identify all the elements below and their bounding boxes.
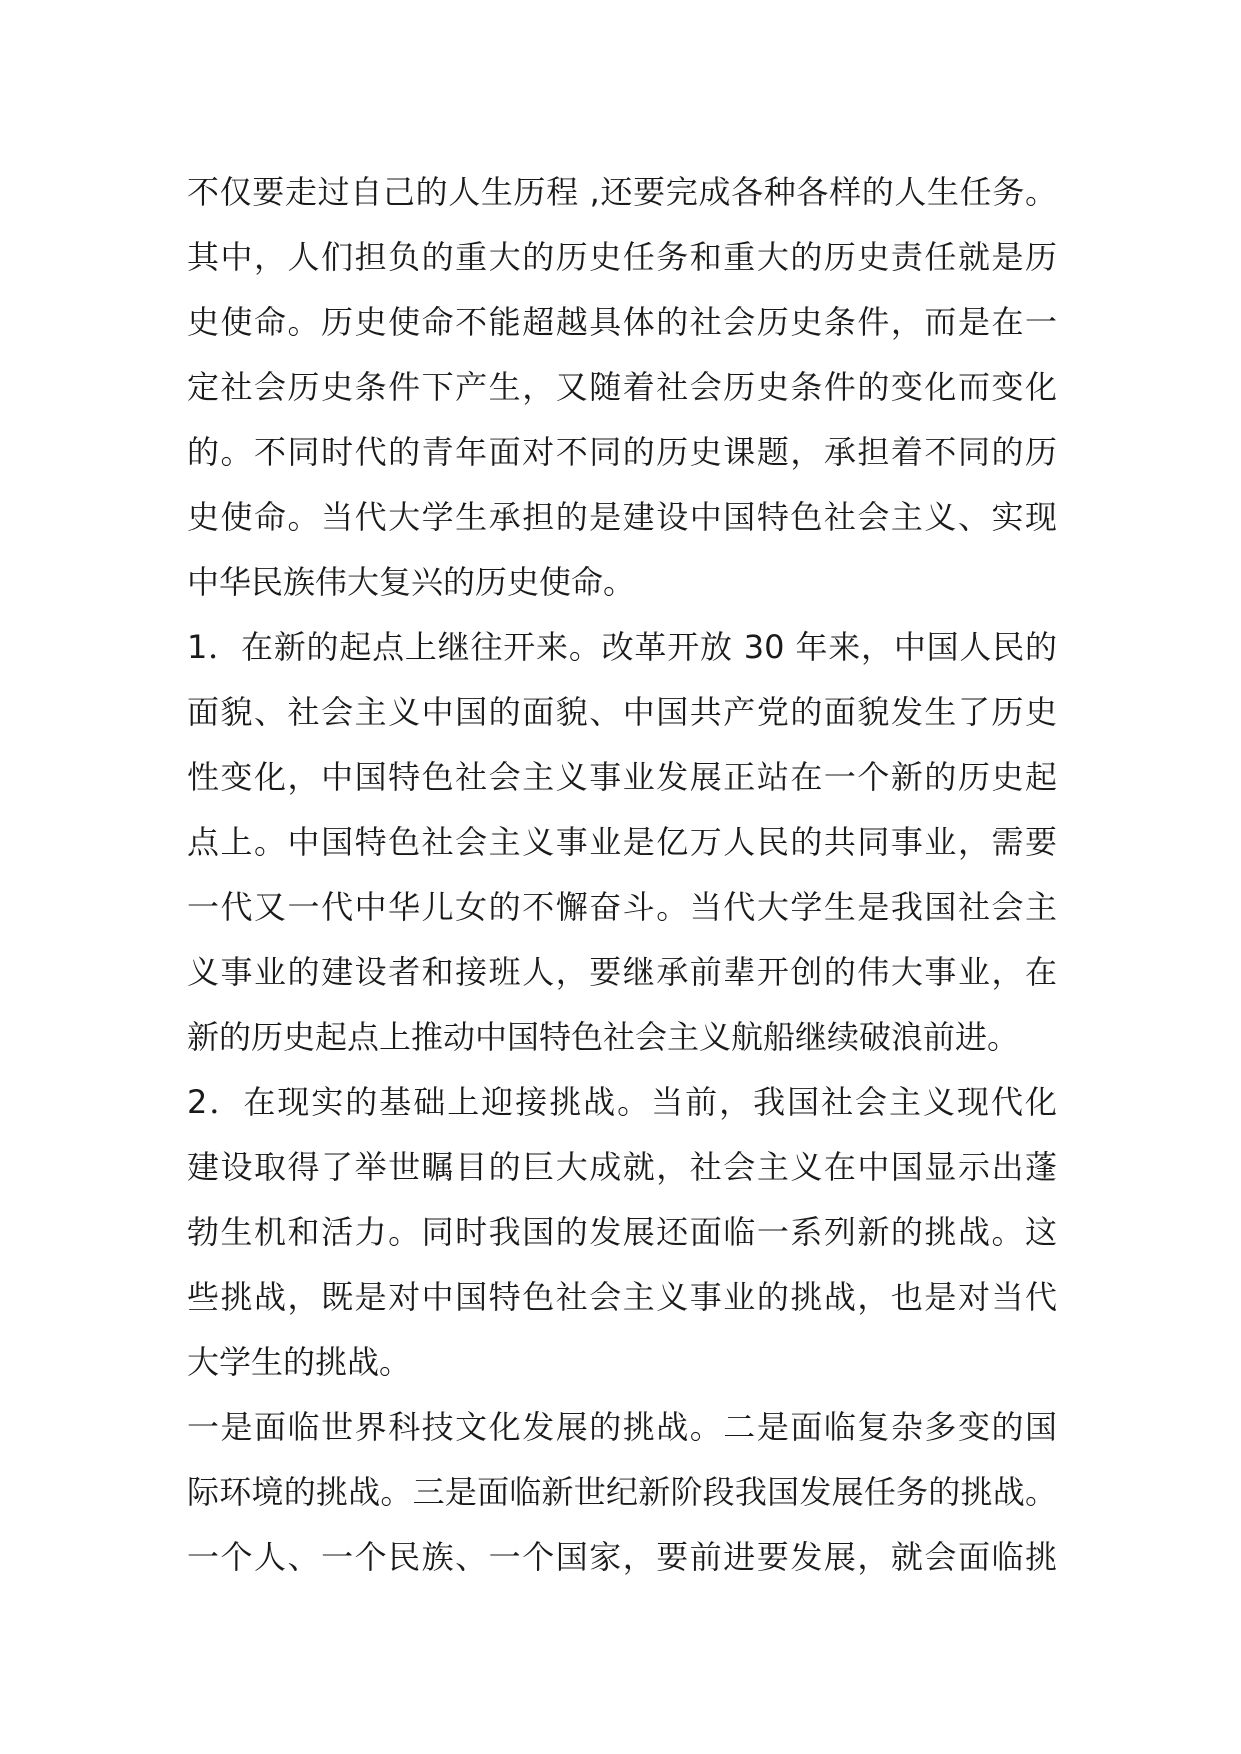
text-line: 建设取得了举世瞩目的巨大成就，社会主义在中国显示出蓬 [187, 1148, 1057, 1186]
text-line: 一个人、一个民族、一个国家，要前进要发展，就会面临挑 [187, 1538, 1057, 1576]
text-line: 史使命。当代大学生承担的是建设中国特色社会主义、实现 [187, 498, 1057, 536]
text-line: 的。不同时代的青年面对不同的历史课题，承担着不同的历 [187, 433, 1057, 471]
text-line: 定社会历史条件下产生，又随着社会历史条件的变化而变化 [187, 368, 1057, 406]
text-line: 2．在现实的基础上迎接挑战。当前，我国社会主义现代化 [187, 1083, 1057, 1121]
text-line: 史使命。历史使命不能超越具体的社会历史条件，而是在一 [187, 303, 1057, 341]
text-line: 义事业的建设者和接班人，要继承前辈开创的伟大事业，在 [187, 953, 1057, 991]
text-line: 际环境的挑战。三是面临新世纪新阶段我国发展任务的挑战。 [187, 1473, 1057, 1511]
text-line: 其中，人们担负的重大的历史任务和重大的历史责任就是历 [187, 238, 1057, 276]
text-line: 些挑战，既是对中国特色社会主义事业的挑战，也是对当代 [187, 1278, 1057, 1316]
text-line: 面貌、社会主义中国的面貌、中国共产党的面貌发生了历史 [187, 693, 1057, 731]
text-line: 一是面临世界科技文化发展的挑战。二是面临复杂多变的国 [187, 1408, 1057, 1446]
text-line: 一代又一代中华儿女的不懈奋斗。当代大学生是我国社会主 [187, 888, 1057, 926]
text-line: 性变化，中国特色社会主义事业发展正站在一个新的历史起 [187, 758, 1057, 796]
text-line: 中华民族伟大复兴的历史使命。 [187, 563, 636, 601]
text-line: 点上。中国特色社会主义事业是亿万人民的共同事业，需要 [187, 823, 1057, 861]
text-line: 勃生机和活力。同时我国的发展还面临一系列新的挑战。这 [187, 1213, 1057, 1251]
text-line: 不仅要走过自己的人生历程 ,还要完成各种各样的人生任务。 [187, 173, 1057, 211]
text-line: 1．在新的起点上继往开来。改革开放 30 年来，中国人民的 [187, 628, 1057, 666]
text-line: 新的历史起点上推动中国特色社会主义航船继续破浪前进。 [187, 1018, 1020, 1056]
text-line: 大学生的挑战。 [187, 1343, 412, 1381]
document-body [187, 160, 1057, 1590]
